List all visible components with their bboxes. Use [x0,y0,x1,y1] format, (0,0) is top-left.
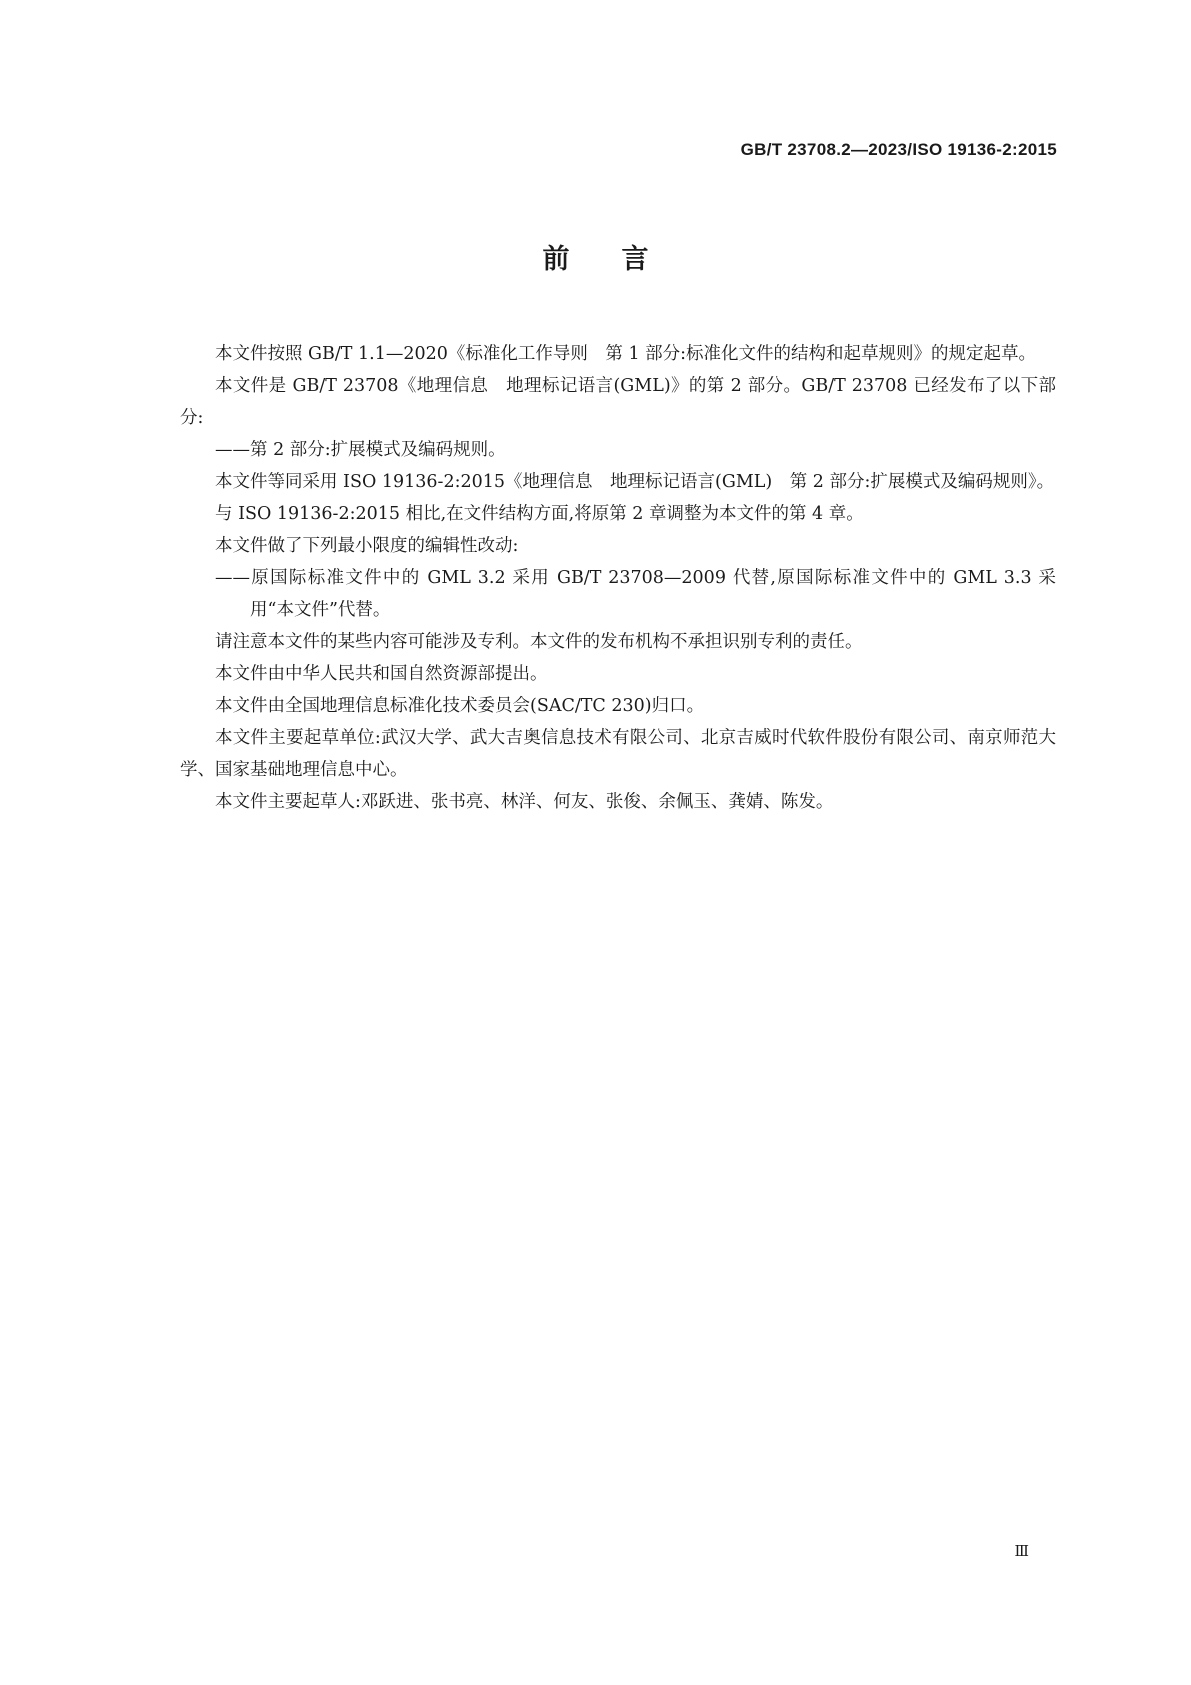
paragraph-drafting-rules: 本文件按照 GB/T 1.1—2020《标准化工作导则 第 1 部分:标准化文件的结构和起草规则》的规定起草。 [215,344,1037,364]
page-title: 前言 [542,244,701,275]
list-item-editorial-change: ——原国际标准文件中的 GML 3.2 采用 GB/T 23708—2009 代替,原国际标准文件中的 GML 3.3 采用“本文件”代替。 [215,568,1056,620]
paragraph-drafters: 本文件主要起草人:邓跃进、张书亮、林洋、何友、张俊、余佩玉、龚婧、陈发。 [215,792,834,812]
paragraph-proposed-by: 本文件由中华人民共和国自然资源部提出。 [215,664,548,684]
paragraph-identical-adoption: 本文件等同采用 ISO 19136-2:2015《地理信息 地理标记语言(GML) 第 2 部分:扩展模式及编码规则》。 [215,472,1055,492]
list-item-published-part: ——第 2 部分:扩展模式及编码规则。 [215,440,506,460]
paragraph-editorial-changes: 本文件做了下列最小限度的编辑性改动: [215,536,519,556]
paragraph-patent-notice: 请注意本文件的某些内容可能涉及专利。本文件的发布机构不承担识别专利的责任。 [215,632,863,652]
paragraph-structure-change: 与 ISO 19136-2:2015 相比,在文件结构方面,将原第 2 章调整为本文件的第 4 章。 [215,504,864,524]
paragraph-technical-committee: 本文件由全国地理信息标准化技术委员会(SAC/TC 230)归口。 [215,696,705,716]
page-number: Ⅲ [1014,1544,1029,1560]
paragraph-part-of-series: 本文件是 GB/T 23708《地理信息 地理标记语言(GML)》的第 2 部分。GB/T 23708 已经发布了以下部分: [180,376,1056,428]
foreword-body [180,338,1056,818]
document-code-header: GB/T 23708.2—2023/ISO 19136-2:2015 [740,140,1057,159]
paragraph-drafting-organizations: 本文件主要起草单位:武汉大学、武大吉奥信息技术有限公司、北京吉威时代软件股份有限公司、南京师范大学、国家基础地理信息中心。 [180,728,1056,780]
